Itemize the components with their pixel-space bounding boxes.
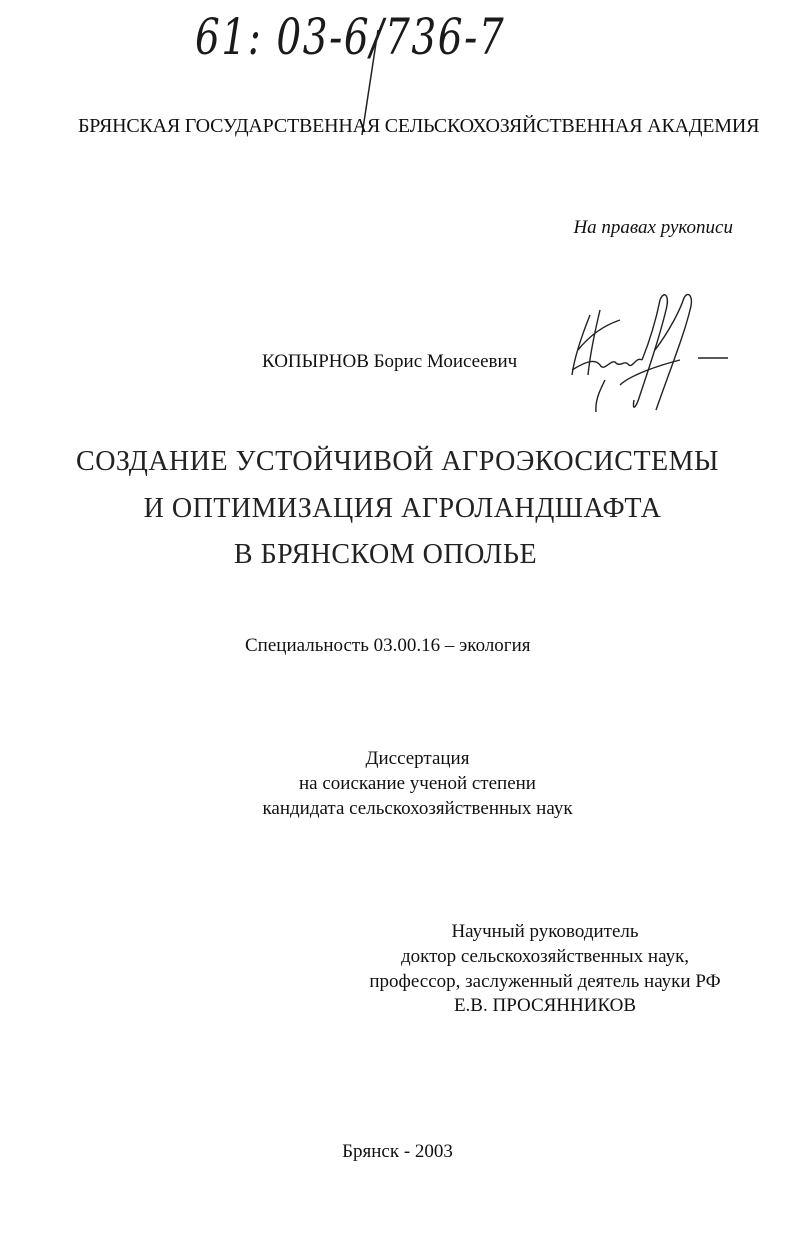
supervisor-line-3: профессор, заслуженный деятель науки РФ	[369, 971, 721, 992]
supervisor-name: Е.В. ПРОСЯННИКОВ	[453, 995, 637, 1016]
supervisor-line-1: Научный руководитель	[451, 921, 639, 942]
institution-name: БРЯНСКАЯ ГОСУДАРСТВЕННАЯ СЕЛЬСКОХОЗЯЙСТВЕННАЯ АКАДЕМИЯ	[78, 115, 760, 137]
city-year: Брянск - 2003	[342, 1141, 453, 1162]
dissertation-line-3: кандидата сельскохозяйственных наук	[262, 798, 573, 819]
supervisor-line-2: доктор сельскохозяйственных наук,	[400, 946, 690, 967]
archive-number-handwritten: 61: 03-6/736-7	[195, 8, 506, 66]
title-line-3: В БРЯНСКОМ ОПОЛЬЕ	[233, 539, 538, 570]
author-signature	[560, 290, 730, 420]
title-line-2: И ОПТИМИЗАЦИЯ АГРОЛАНДШАФТА	[143, 493, 662, 524]
dissertation-line-1: Диссертация	[365, 748, 470, 769]
author-name: КОПЫРНОВ Борис Моисеевич	[262, 351, 518, 372]
dissertation-line-2: на соискание ученой степени	[299, 773, 536, 794]
specialty: Специальность 03.00.16 – экология	[245, 635, 531, 656]
manuscript-note: На правах рукописи	[573, 217, 733, 238]
title-line-1: СОЗДАНИЕ УСТОЙЧИВОЙ АГРОЭКОСИСТЕМЫ	[76, 446, 719, 477]
